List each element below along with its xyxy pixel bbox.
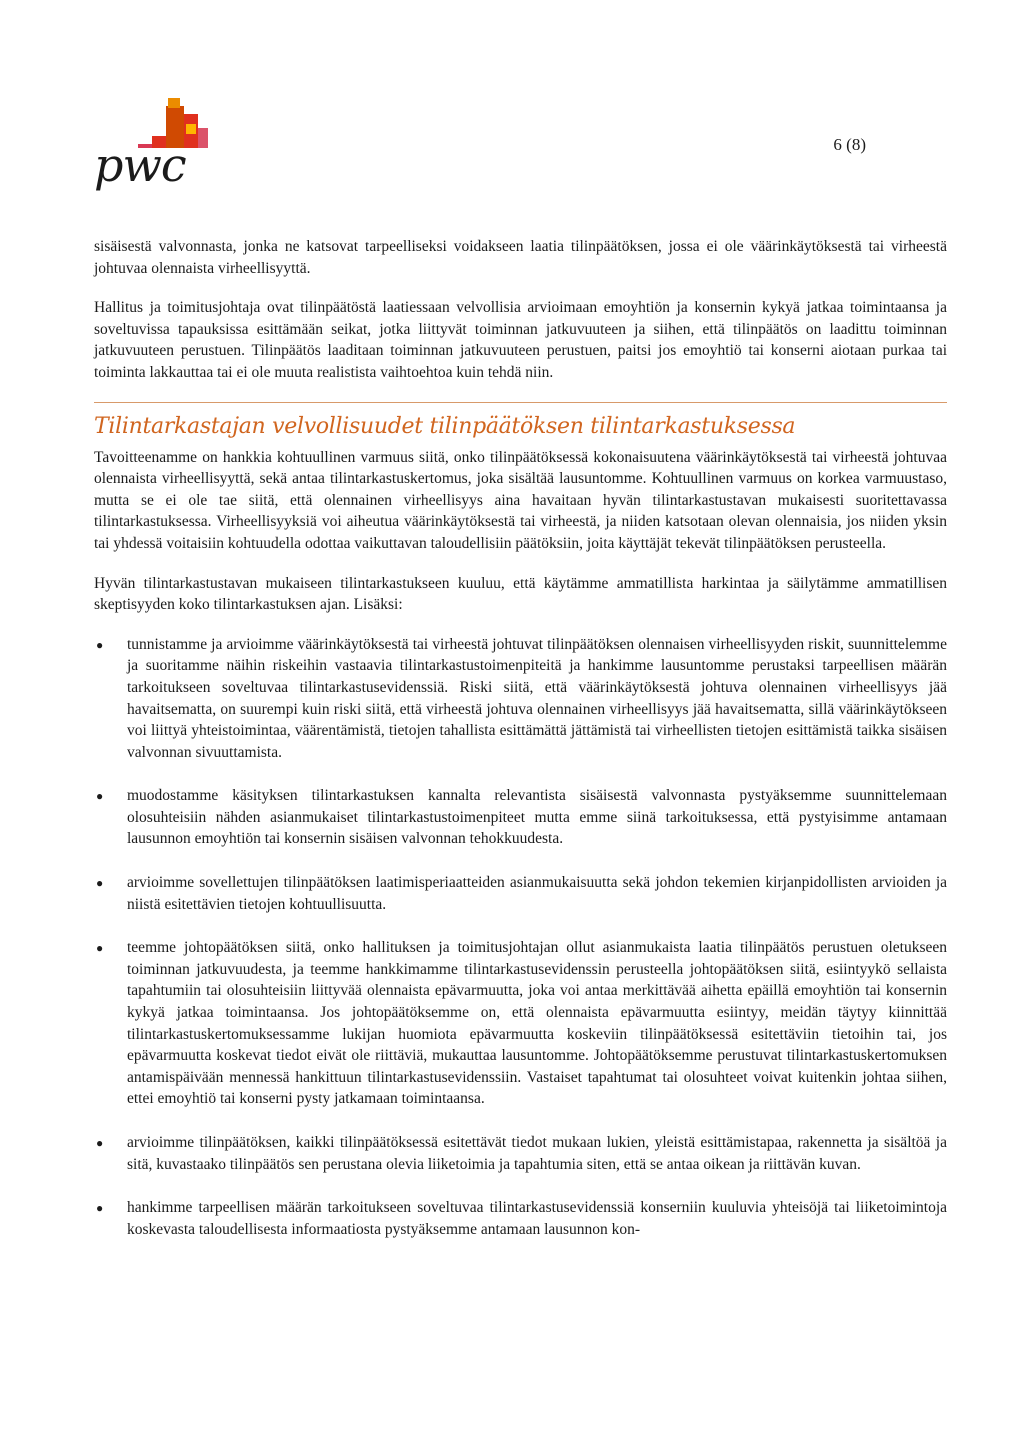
bullet-icon: ● [96,789,104,804]
bullet-icon: ● [96,1201,104,1216]
list-item [94,1197,947,1240]
list-item [94,634,947,764]
bullet-icon: ● [96,1136,104,1150]
section-heading: Tilintarkastajan velvollisuudet tilinpäätöksen tilintarkastuksessa [94,413,796,439]
paragraph: sisäisestä valvonnasta, jonka ne katsovat tarpeelliseksi voidakseen laatia tilinpäätöksen, jossa ei ole väärinkäytöksestä tai virheestä johtuvaa olennaista virheellisyyttä. [94,238,947,277]
list-item [94,785,947,850]
paragraph: Tavoitteenamme on hankkia kohtuullinen varmuus siitä, onko tilinpäätöksessä kokonaisuutena väärinkäytöksestä tai virheestä johtuvaa olennaista virheellisyyttä, sekä antaa tilintarkastuskertomus, joka sisältää lausuntomme. Kohtuullinen varmuus on korkea varmuustaso, mutta se ei ole tae siitä, että olennainen virheellisyys aina havaitaan hyvän tilintarkastustavan mukaisesti suoritettavassa tilintarkastuksessa. Virheellisyyksiä voi aiheutua väärinkäytöksestä tai virheestä, ja niiden katsotaan olevan olennaisia, jos niiden yksin tai yhdessä voitaisiin kohtuudella odottaa vaikuttavan taloudellisiin päätöksiin, joita käyttäjät tekevät tilinpäätöksen perusteella. [94,448,947,552]
page-number: 6 (8) [833,135,866,154]
list-item-text: hankimme tarpeellisen määrän tarkoitukseen soveltuvaa tilintarkastusevidenssiä konserniin kuuluvia yhteisöjä tai liiketoimintoja koskevasta taloudellisesta informaatiosta pystyäksemme antamaan lausunnon kon- [127,1199,947,1238]
bullet-icon: ● [96,637,104,652]
document-body [94,236,947,1262]
list-item-text: teemme johtopäätöksen siitä, onko hallituksen ja toimitusjohtajan ollut asianmukaista laatia tilinpäätös perustuen oletukseen toiminnan jatkuvuudesta, ja teemme hankkimamme tilintarkastusevidenssin perusteella johtopäätöksen siitä, esiintyykö sellaista tapahtumiin tai olosuhteisiin liittyvää olennaista epävarmuutta, joka voi antaa merkittävää aihetta epäillä emoyhtiön tai konsernin kykyä jatkaa toimintaansa. Jos johtopäätöksemme on, että olennaista epävarmuutta esiintyy, meidän täytyy kiinnittää tilintarkastuskertomuksessamme lukijan huomiota epävarmuutta koskeviin tilinpäätöksessä esitettäviin tietoihin tai, jos epävarmuutta koskevat tiedot eivät ole riittäviä, mukauttaa lausuntomme. Johtopäätöksemme perustuvat tilintarkastuskertomuksen antamispäivään mennessä hankittuun tilintarkastusevidenssiin. Vastaiset tapahtumat tai olosuhteet voivat kuitenkin johtaa siihen, ettei emoyhtiö tai konserni pysty jatkamaan toimintaansa. [127,939,947,1108]
list-item-text: muodostamme käsityksen tilintarkastuksen kannalta relevantista sisäisestä valvonnasta pystyäksemme suunnittelemaan olosuhteisiin nähden asianmukaiset tilintarkastustoimenpiteet mutta emme siinä tarkoituksessa, että pystyisimme antamaan lausunnon emoyhtiön tai konsernin sisäisen valvonnan tehokkuudesta. [127,787,947,848]
bullet-icon: ● [96,941,104,956]
list-item [94,1132,947,1175]
list-item-text: tunnistamme ja arvioimme väärinkäytöksestä tai virheestä johtuvat tilinpäätöksen olennaisen virheellisyyden riskit, suunnittelemme ja suoritamme näihin riskeihin vastaavia tilintarkastustoimenpiteitä ja hankimme lausuntomme perustaksi tarpeellisen määrän tarkoitukseen soveltuvaa tilintarkastusevidenssiä. Riski siitä, että väärinkäytöksestä johtuva olennainen virheellisyys jää havaitsematta, on suurempi kuin riski siitä, että virheestä johtuva olennainen virheellisyys jää havaitsematta, sillä väärinkäytökseen voi liittyä yhteistoimintaa, väärentämistä, tietojen tahallista esittämättä jättämistä tai virheellisten tietojen esittämistä taikka sisäisen valvonnan sivuuttamista. [127,635,947,761]
paragraph: Hyvän tilintarkastustavan mukaiseen tilintarkastukseen kuuluu, että käytämme ammatillista harkintaa ja säilytämme ammatillisen skeptisyyden koko tilintarkastuksen ajan. Lisäksi: [94,574,947,614]
list-item-text: arvioimme sovellettujen tilinpäätöksen laatimisperiaatteiden asianmukaisuutta sekä johdon tekemien kirjanpidollisten arvioiden ja niistä esitettävien tietojen kohtuullisuutta. [127,874,947,913]
bullet-list [94,634,947,1241]
bullet-icon: ● [96,876,104,891]
pwc-logo [94,98,234,194]
paragraph: Hallitus ja toimitusjohtaja ovat tilinpäätöstä laatiessaan velvollisia arvioimaan emoyhtiön ja konsernin kykyä jatkaa toimintaansa ja soveltuvissa tapauksissa esittämään seikat, jotka liittyvät toiminnan jatkuvuuteen ja siihen, että tilinpäätös on laadittu toiminnan jatkuvuuteen perustuen. Tilinpäätös laaditaan toiminnan jatkuvuuteen perustuen, paitsi jos emoyhtiö tai konserni aiotaan purkaa tai toiminta lakkauttaa tai ei ole muuta realistista vaihtoehtoa kuin tehdä niin. [94,299,947,381]
list-item-text: arvioimme tilinpäätöksen, kaikki tilinpäätöksessä esitettävät tiedot mukaan lukien, yleistä esittämistapaa, rakennetta ja sisältöä ja sitä, kuvastaako tilinpäätös sen perustana olevia liiketoimia ja tapahtumia siten, että se antaa oikean ja riittävän kuvan. [127,1134,947,1173]
section-divider [94,402,947,403]
list-item [94,872,947,915]
list-item [94,937,947,1110]
pwc-logo-text: pwc [94,138,186,192]
